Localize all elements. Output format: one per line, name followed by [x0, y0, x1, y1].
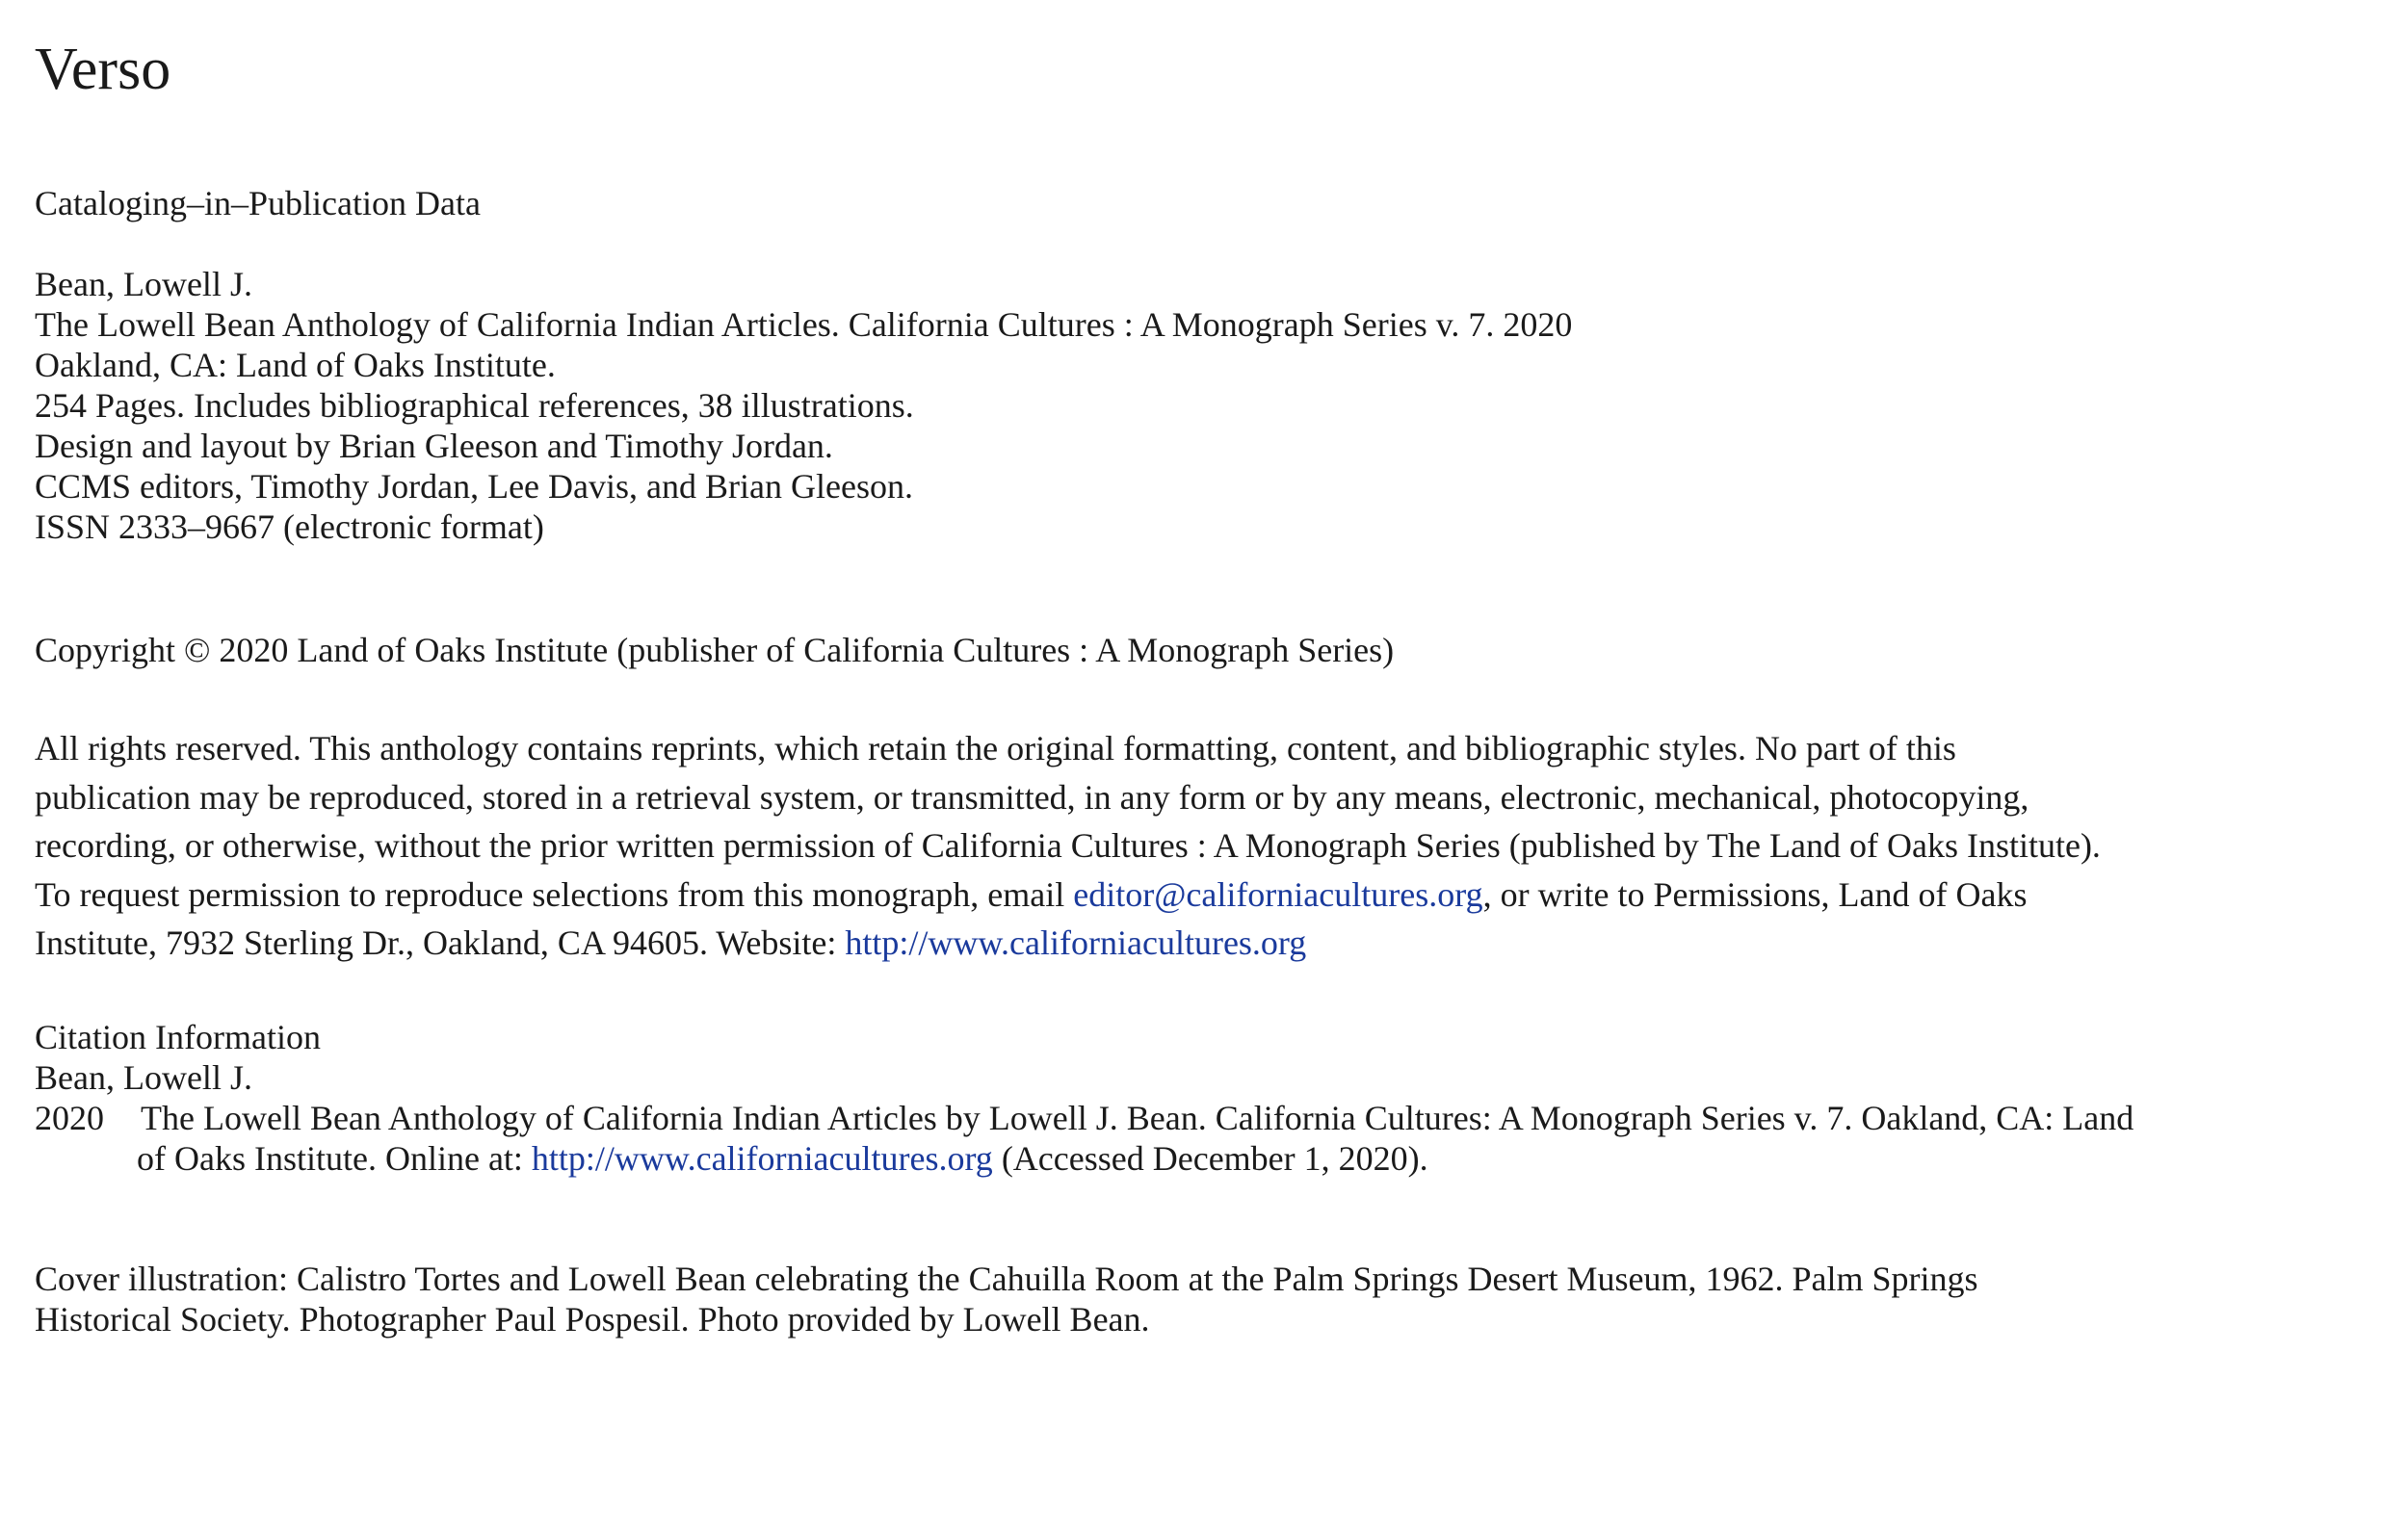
rights-line-text: , or write to Permissions, Land of Oaks [1482, 874, 2028, 914]
citation-block [35, 1017, 321, 1098]
page-title: Verso [35, 37, 171, 102]
citation-heading: Citation Information [35, 1018, 321, 1056]
editor-email-link[interactable]: editor@californiacultures.org [1073, 874, 1483, 914]
copyright-text: Copyright © 2020 Land of Oaks Institute (publisher of California Cultures : A Monograph Series) [35, 631, 1395, 669]
cip-line: The Lowell Bean Anthology of California Indian Articles. California Cultures : A Monograph Series v. 7. 2020 [35, 305, 1573, 344]
rights-line-text: To request permission to reproduce selections from this monograph, email [35, 874, 1074, 914]
cip-record [35, 264, 1572, 547]
citation-website-link[interactable]: http://www.californiacultures.org [531, 1139, 993, 1178]
cover-credit [35, 1259, 1978, 1339]
citation-text: The Lowell Bean Anthology of California Indian Articles by Lowell J. Bean. California Cultures: A Monograph Series v. 7. Oakland, CA: Land [141, 1099, 2134, 1137]
website-link[interactable]: http://www.californiacultures.org [845, 923, 1307, 962]
rights-line: publication may be reproduced, stored in a retrieval system, or transmitted, in any form or by any means, electronic, mechanical, photocopying, [35, 777, 2029, 817]
rights-line: recording, or otherwise, without the prior written permission of California Cultures : A Monograph Series (published by The Land of Oaks Institute). [35, 826, 2101, 865]
cip-line: Oakland, CA: Land of Oaks Institute. [35, 346, 556, 384]
citation-entry [35, 1098, 2133, 1179]
cip-heading [35, 183, 481, 223]
citation-text: (Accessed December 1, 2020). [992, 1139, 1428, 1178]
cip-line: CCMS editors, Timothy Jordan, Lee Davis, and Brian Gleeson. [35, 467, 913, 506]
citation-line [35, 1138, 2133, 1179]
rights-line: All rights reserved. This anthology contains reprints, which retain the original formatting, content, and bibliographic styles. No part of this [35, 729, 1956, 767]
rights-line-text: Institute, 7932 Sterling Dr., Oakland, CA 94605. Website: [35, 923, 846, 962]
cip-line: ISSN 2333–9667 (electronic format) [35, 507, 544, 546]
copyright-notice [35, 630, 1394, 670]
rights-paragraph [35, 724, 2375, 968]
citation-author: Bean, Lowell J. [35, 1058, 252, 1097]
citation-text: of Oaks Institute. Online at: [137, 1139, 532, 1178]
cip-line: Bean, Lowell J. [35, 265, 252, 303]
citation-year: 2020 [35, 1099, 104, 1137]
rights-line [35, 919, 2375, 968]
cip-line: 254 Pages. Includes bibliographical references, 38 illustrations. [35, 386, 914, 425]
cip-line: Design and layout by Brian Gleeson and Timothy Jordan. [35, 427, 833, 465]
citation-line [35, 1098, 2133, 1138]
cover-line: Cover illustration: Calistro Tortes and Lowell Bean celebrating the Cahuilla Room at the Palm Springs Desert Museum, 1962. Palm Springs [35, 1260, 1978, 1298]
cover-line: Historical Society. Photographer Paul Pospesil. Photo provided by Lowell Bean. [35, 1300, 1150, 1339]
rights-line [35, 871, 2375, 920]
cip-heading-text: Cataloging–in–Publication Data [35, 184, 481, 222]
